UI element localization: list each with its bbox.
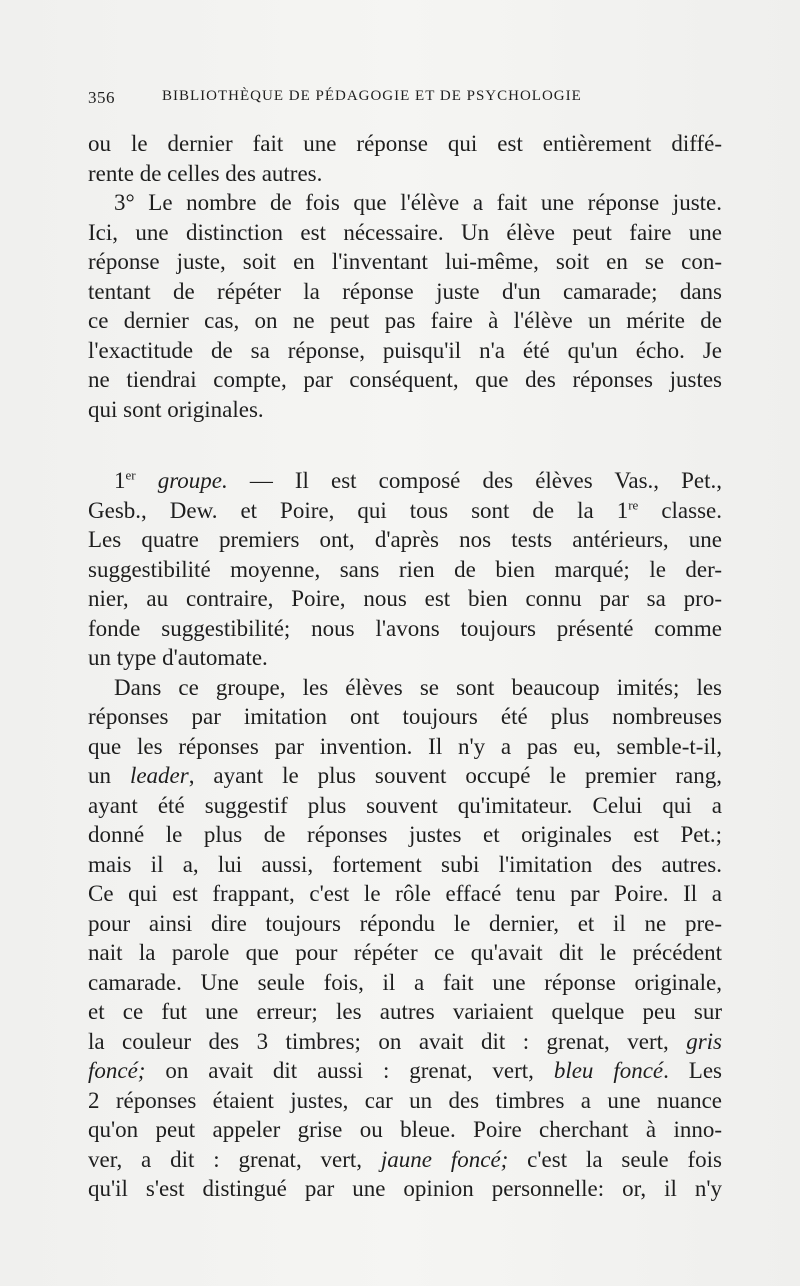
text-line: Ici, une distinction est nécessaire. Un élève peut faire une (88, 219, 722, 245)
text-line: Dans ce groupe, les élèves se sont beaucoup imités; les (114, 674, 722, 700)
text-line (88, 466, 722, 496)
text-span: classe. (638, 497, 722, 523)
text-block-criteria (88, 129, 722, 424)
text-line: donné le plus de réponses justes et originales est Pet.; (88, 822, 722, 847)
text-span: , ayant le plus souvent occupé le premier rang, (188, 763, 723, 788)
text-span: la couleur des 3 timbres; on avait dit : grenat, vert, (88, 1028, 687, 1054)
running-title: BIBLIOTHÈQUE DE PÉDAGOGIE ET DE PSYCHOLOGIE (162, 88, 582, 104)
group-number-sup: er (125, 467, 136, 483)
text-line: suggestibilité moyenne, sans rien de bien marqué; le der- (88, 556, 722, 582)
text-span: ver, a dit : grenat, vert, (88, 1146, 381, 1172)
text-line: et ce fut une erreur; les autres variaient quelque peu sur (88, 999, 722, 1024)
text-line: ne tiendrai compte, par conséquent, que des réponses justes (88, 367, 722, 392)
text-line: qu'il s'est distingué par une opinion personnelle: or, il n'y (88, 1176, 722, 1201)
text-line: réponses par imitation ont toujours été plus nombreuses (88, 704, 722, 729)
text-span: un (88, 763, 130, 788)
text-line (88, 496, 722, 526)
text-line: ou le dernier fait une réponse qui est entièrement diffé- (88, 131, 722, 156)
text-line: qu'on peut appeler grise ou bleue. Poire cherchant à inno- (88, 1117, 722, 1142)
text-span: — Il est composé des élèves Vas., Pet., (227, 468, 722, 493)
text-line: mais il a, lui aussi, fortement subi l'imitation des autres. (88, 851, 722, 877)
text-line: un type d'automate. (88, 645, 268, 670)
text-line: Ce qui est frappant, c'est le rôle effacé tenu par Poire. Il a (88, 881, 722, 906)
page-header (88, 88, 728, 114)
text-line: l'exactitude de sa réponse, puisqu'il n'a été qu'un écho. Je (88, 337, 722, 363)
text-line (88, 1145, 722, 1175)
text-line: pour ainsi dire toujours répondu le dernier, et il ne pre- (88, 910, 722, 936)
text-span: c'est la seule fois (508, 1146, 722, 1172)
text-line (88, 1056, 722, 1086)
text-line: réponse juste, soit en l'inventant lui-même, soit en se con- (88, 249, 722, 274)
emphasis-fonce: foncé; (88, 1058, 146, 1083)
group-heading: groupe. (157, 468, 228, 493)
text-span: on avait dit aussi : grenat, vert, (145, 1058, 554, 1083)
text-line: ayant été suggestif plus souvent qu'imitateur. Celui qui a (88, 792, 722, 818)
text-line: nait la parole que pour répéter ce qu'avait dit le précédent (88, 940, 722, 965)
text-line (88, 1027, 722, 1057)
text-block-group-1 (88, 466, 722, 1204)
class-sup: re (628, 496, 639, 512)
text-span: Gesb., Dew. et Poire, qui tous sont de la 1 (88, 497, 629, 523)
text-span: . Les (663, 1058, 722, 1083)
text-line: camarade. Une seule fois, il a fait une réponse originale, (88, 969, 722, 995)
emphasis-bleu-fonce: bleu foncé (553, 1058, 664, 1083)
text-line: Les quatre premiers ont, d'après nos tests antérieurs, une (88, 527, 722, 552)
text-line: rente de celles des autres. (88, 160, 323, 186)
text-line: qui sont originales. (88, 396, 264, 422)
emphasis-jaune-fonce: jaune foncé; (380, 1146, 509, 1172)
text-line: 3° Le nombre de fois que l'élève a fait une réponse juste. (114, 190, 722, 215)
emphasis-gris: gris (686, 1028, 722, 1054)
text-line: tentant de répéter la réponse juste d'un camarade; dans (88, 278, 722, 304)
emphasis-leader: leader (129, 763, 189, 788)
text-line: 2 réponses étaient justes, car un des timbres a une nuance (88, 1087, 722, 1113)
text-line (88, 761, 722, 791)
text-line: fonde suggestibilité; nous l'avons toujours présenté comme (88, 615, 722, 641)
text-line: nier, au contraire, Poire, nous est bien connu par sa pro- (88, 586, 722, 611)
text-line: que les réponses par invention. Il n'y a pas eu, semble-t-il, (88, 733, 722, 759)
page-number: 356 (88, 88, 115, 107)
group-number: 1 (114, 468, 126, 493)
text-line: ce dernier cas, on ne peut pas faire à l'élève un mérite de (88, 308, 722, 333)
